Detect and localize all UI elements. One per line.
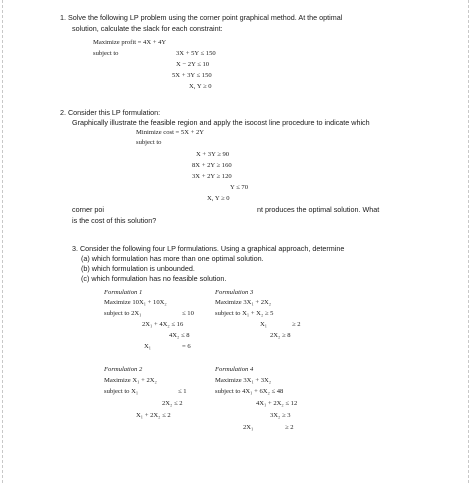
f4-constraint-4 (243, 424, 294, 432)
q1-line2: solution, calculate the slack for each constraint: (72, 24, 223, 33)
f4-objective: Maximize 3X₁ + 3X₂ (215, 377, 272, 384)
f2-subject-to-term: subject to X₁ (104, 388, 139, 395)
f4-constraint-4-var: 2X₁ (243, 424, 254, 431)
q1-constraint-4: X, Y ≥ 0 (189, 83, 212, 90)
q2-line1: 2. Consider this LP formulation: (60, 108, 161, 117)
page-edge-right (468, 0, 469, 483)
f1-constraint-1-rel: ≤ 10 (182, 310, 194, 317)
f4-constraint-3: 3X₂ ≥ 3 (270, 412, 291, 419)
f4-constraint-2: 4X₁ + 2X₂ ≤ 12 (256, 400, 298, 407)
f1-constraint-4-rel: = 6 (182, 343, 191, 350)
f4-constraint-1: subject to 4X₁ + 6X₂ ≤ 48 (215, 388, 284, 395)
f4-title: Formulation 4 (215, 366, 254, 373)
q2-subject-to: subject to (136, 139, 162, 146)
f2-constraint-1-rel: ≤ 1 (178, 388, 187, 395)
q2-constraint-4: Y ≤ 70 (230, 184, 249, 191)
f3-constraint-3: 2X₂ ≥ 8 (270, 332, 291, 339)
q1-constraint-3: 5X + 3Y ≤ 150 (172, 72, 212, 79)
q2-constraint-5: X, Y ≥ 0 (207, 195, 230, 202)
f3-constraint-2-var: X₁ (260, 321, 268, 328)
f3-constraint-2 (260, 321, 301, 329)
q2-corner-right: nt produces the optimal solution. What (257, 205, 380, 214)
f2-objective: Maximize X₁ + 2X₂ (104, 377, 157, 384)
q2-corner-left: corner poi (72, 205, 104, 214)
f3-constraint-1: subject to X₁ + X₂ ≥ 5 (215, 310, 274, 317)
q2-line2: Graphically illustrate the feasible region and apply the isocost line procedure to indicate which (72, 118, 370, 127)
f1-subject-to-term: subject to 2X₁ (104, 310, 142, 317)
q2-constraint-2: 8X + 2Y ≥ 160 (192, 162, 232, 169)
f2-constraint-1 (104, 388, 187, 396)
q3-part-c: (c) which formulation has no feasible solution. (81, 274, 227, 283)
f1-constraint-2: 2X₁ + 4X₂ ≤ 16 (142, 321, 184, 328)
f1-constraint-1 (104, 310, 194, 318)
f3-title: Formulation 3 (215, 289, 254, 296)
q3-part-a: (a) which formulation has more than one optimal solution. (81, 254, 264, 263)
f1-title: Formulation 1 (104, 289, 143, 296)
f1-constraint-4 (144, 343, 191, 351)
q3-line1: 3. Consider the following four LP formulations. Using a graphical approach, determine (72, 244, 345, 253)
q2-cost-question: is the cost of this solution? (72, 216, 157, 225)
f1-objective: Maximize 10X₁ + 10X₂ (104, 299, 167, 306)
q1-objective: Maximize profit = 4X + 4Y (93, 39, 167, 46)
f2-constraint-2: 2X₂ ≤ 2 (162, 400, 183, 407)
q1-line1: 1. Solve the following LP problem using the corner point graphical method. At the optimal (60, 13, 343, 22)
f1-constraint-4-var: X₁ (144, 343, 152, 350)
f4-constraint-4-rel: ≥ 2 (285, 424, 294, 431)
f2-title: Formulation 2 (104, 366, 143, 373)
f2-constraint-3: X₁ + 2X₂ ≤ 2 (136, 412, 171, 419)
f3-objective: Maximize 3X₁ + 2X₂ (215, 299, 272, 306)
q1-constraint-1: 3X + 5Y ≤ 150 (176, 50, 216, 57)
page-edge-left (2, 0, 3, 483)
f3-constraint-2-rel: ≥ 2 (292, 321, 301, 328)
q1-constraint-2: X − 2Y ≤ 10 (176, 61, 210, 68)
f1-constraint-3: 4X₂ ≤ 8 (169, 332, 190, 339)
q2-constraint-3: 3X + 2Y ≥ 120 (192, 173, 232, 180)
q2-constraint-1: X + 3Y ≥ 90 (196, 151, 230, 158)
q3-part-b: (b) which formulation is unbounded. (81, 264, 195, 273)
q1-subject-to: subject to (93, 50, 119, 57)
q2-objective: Minimize cost = 5X + 2Y (136, 129, 205, 136)
